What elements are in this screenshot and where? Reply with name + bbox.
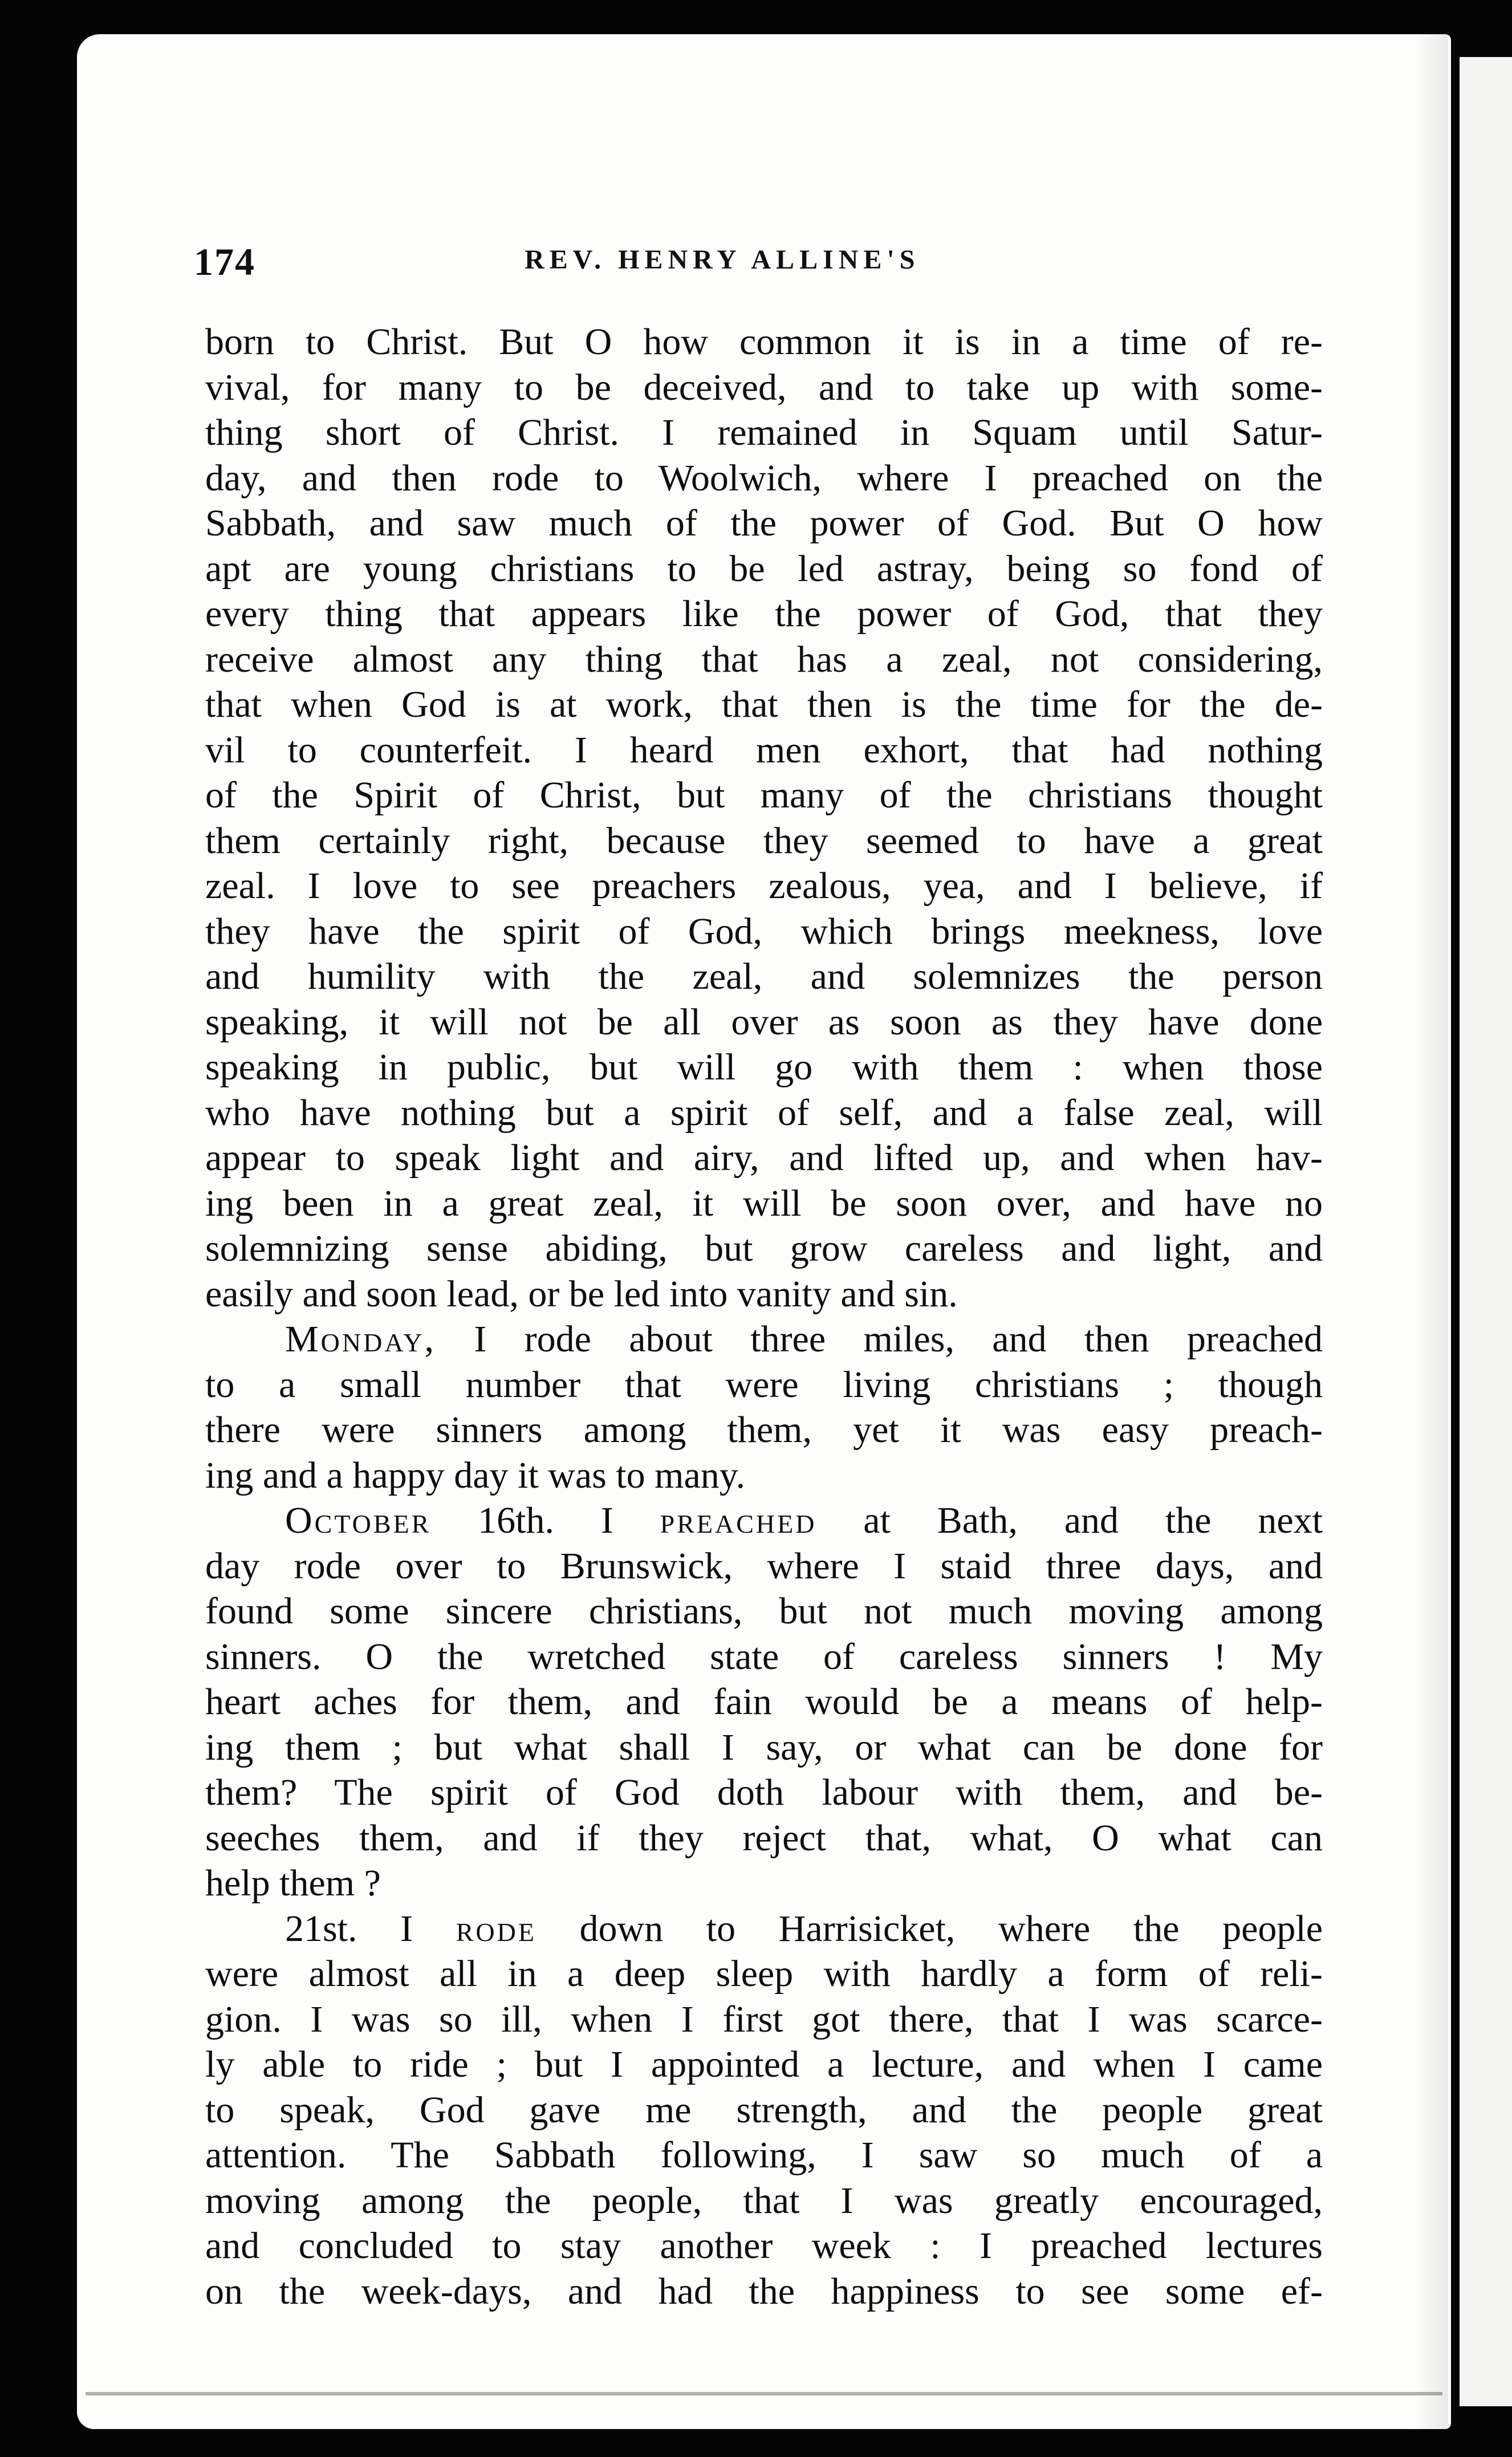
text-line: speaking, it will not be all over as soon as they have done bbox=[205, 1001, 1323, 1043]
text-line: to a small number that were living christians ; though bbox=[205, 1363, 1323, 1406]
text-line: born to Christ. But O how common it is in a time of re- bbox=[205, 321, 1323, 363]
text-line: found some sincere christians, but not much moving among bbox=[205, 1590, 1323, 1632]
text-line: and humility with the zeal, and solemnizes the person bbox=[205, 956, 1323, 997]
text-line: attention. The Sabbath following, I saw so much of a bbox=[205, 2134, 1323, 2176]
page-bottom-edge bbox=[86, 2392, 1442, 2395]
text-line: ing been in a great zeal, it will be soon over, and have no bbox=[205, 1182, 1323, 1224]
text-line: ly able to ride ; but I appointed a lecture, and when I came bbox=[205, 2044, 1323, 2085]
text-run: down to Harrisicket, where the people bbox=[536, 1907, 1323, 1950]
text-line: vival, for many to be deceived, and to take up with some- bbox=[205, 366, 1323, 408]
text-line: receive almost any thing that has a zeal, not considering, bbox=[205, 638, 1323, 680]
text-line: speaking in public, but will go with them : when those bbox=[205, 1046, 1323, 1088]
text-line: them certainly right, because they seemed to have a great bbox=[205, 819, 1323, 862]
paragraph-lead-date: 21st. I bbox=[285, 1907, 456, 1950]
text-line: sinners. O the wretched state of careless sinners ! My bbox=[205, 1635, 1323, 1678]
text-line: apt are young christians to be led astray, being so fond of bbox=[205, 547, 1323, 590]
text-line: of the Spirit of Christ, but many of the christians thought bbox=[205, 774, 1323, 816]
text-line: who have nothing but a spirit of self, and a false zeal, will bbox=[205, 1091, 1323, 1134]
body-text bbox=[205, 319, 1323, 2314]
text-line: appear to speak light and airy, and lifted up, and when hav- bbox=[205, 1137, 1323, 1179]
text-line: solemnizing sense abiding, but grow careless and light, and bbox=[205, 1228, 1323, 1269]
paragraph-lead-word: preached bbox=[660, 1500, 817, 1541]
text-line: easily and soon lead, or be led into vanity and sin. bbox=[205, 1273, 958, 1315]
text-line: ing and a happy day it was to many. bbox=[205, 1454, 746, 1496]
text-line: they have the spirit of God, which brings meekness, love bbox=[205, 910, 1323, 952]
paragraph-lead: Monday, bbox=[285, 1318, 437, 1360]
text-line: and concluded to stay another week : I preached lectures bbox=[205, 2225, 1323, 2267]
text-line: day rode over to Brunswick, where I staid three days, and bbox=[205, 1545, 1323, 1587]
text-line: every thing that appears like the power of God, that they bbox=[205, 593, 1323, 635]
facing-page-edge bbox=[1460, 57, 1512, 2406]
text-line: zeal. I love to see preachers zealous, yea, and I believe, if bbox=[205, 865, 1323, 907]
paragraph-first-line bbox=[205, 1317, 1323, 1362]
paragraph-first-line bbox=[205, 1906, 1323, 1952]
text-line: heart aches for them, and fain would be a means of help- bbox=[205, 1681, 1323, 1723]
text-run: 16th. I bbox=[431, 1500, 660, 1541]
text-line: Sabbath, and saw much of the power of God. But O how bbox=[205, 502, 1323, 544]
text-line: gion. I was so ill, when I first got there, that I was scarce- bbox=[205, 1998, 1323, 2040]
running-head: REV. HENRY ALLINE'S bbox=[525, 245, 920, 275]
text-line: thing short of Christ. I remained in Squam until Satur- bbox=[205, 412, 1323, 453]
text-line: to speak, God gave me strength, and the people great bbox=[205, 2089, 1323, 2131]
text-line: ing them ; but what shall I say, or what can be done for bbox=[205, 1726, 1323, 1768]
paragraph-lead-date: October bbox=[285, 1500, 432, 1541]
text-line: that when God is at work, that then is the time for the de- bbox=[205, 684, 1323, 725]
text-line: day, and then rode to Woolwich, where I preached on the bbox=[205, 457, 1323, 499]
text-line: there were sinners among them, yet it was easy preach- bbox=[205, 1409, 1323, 1451]
text-line: seeches them, and if they reject that, what, O what can bbox=[205, 1817, 1323, 1859]
page-header bbox=[194, 239, 1323, 291]
text-line: help them ? bbox=[205, 1862, 381, 1904]
text-line: them? The spirit of God doth labour with them, and be- bbox=[205, 1772, 1323, 1813]
text-run: I rode about three miles, and then preached bbox=[436, 1318, 1323, 1360]
text-line: on the week-days, and had the happiness to see some ef- bbox=[205, 2270, 1323, 2312]
text-line: were almost all in a deep sleep with hardly a form of reli- bbox=[205, 1953, 1323, 1995]
text-run: at Bath, and the next bbox=[816, 1500, 1323, 1541]
gutter-shadow bbox=[1414, 34, 1448, 2429]
text-line: vil to counterfeit. I heard men exhort, that had nothing bbox=[205, 729, 1323, 771]
paragraph-first-line bbox=[205, 1498, 1323, 1544]
paragraph-lead-word: rode bbox=[456, 1907, 536, 1950]
text-line: moving among the people, that I was greatly encouraged, bbox=[205, 2179, 1323, 2222]
page-number: 174 bbox=[194, 240, 255, 283]
